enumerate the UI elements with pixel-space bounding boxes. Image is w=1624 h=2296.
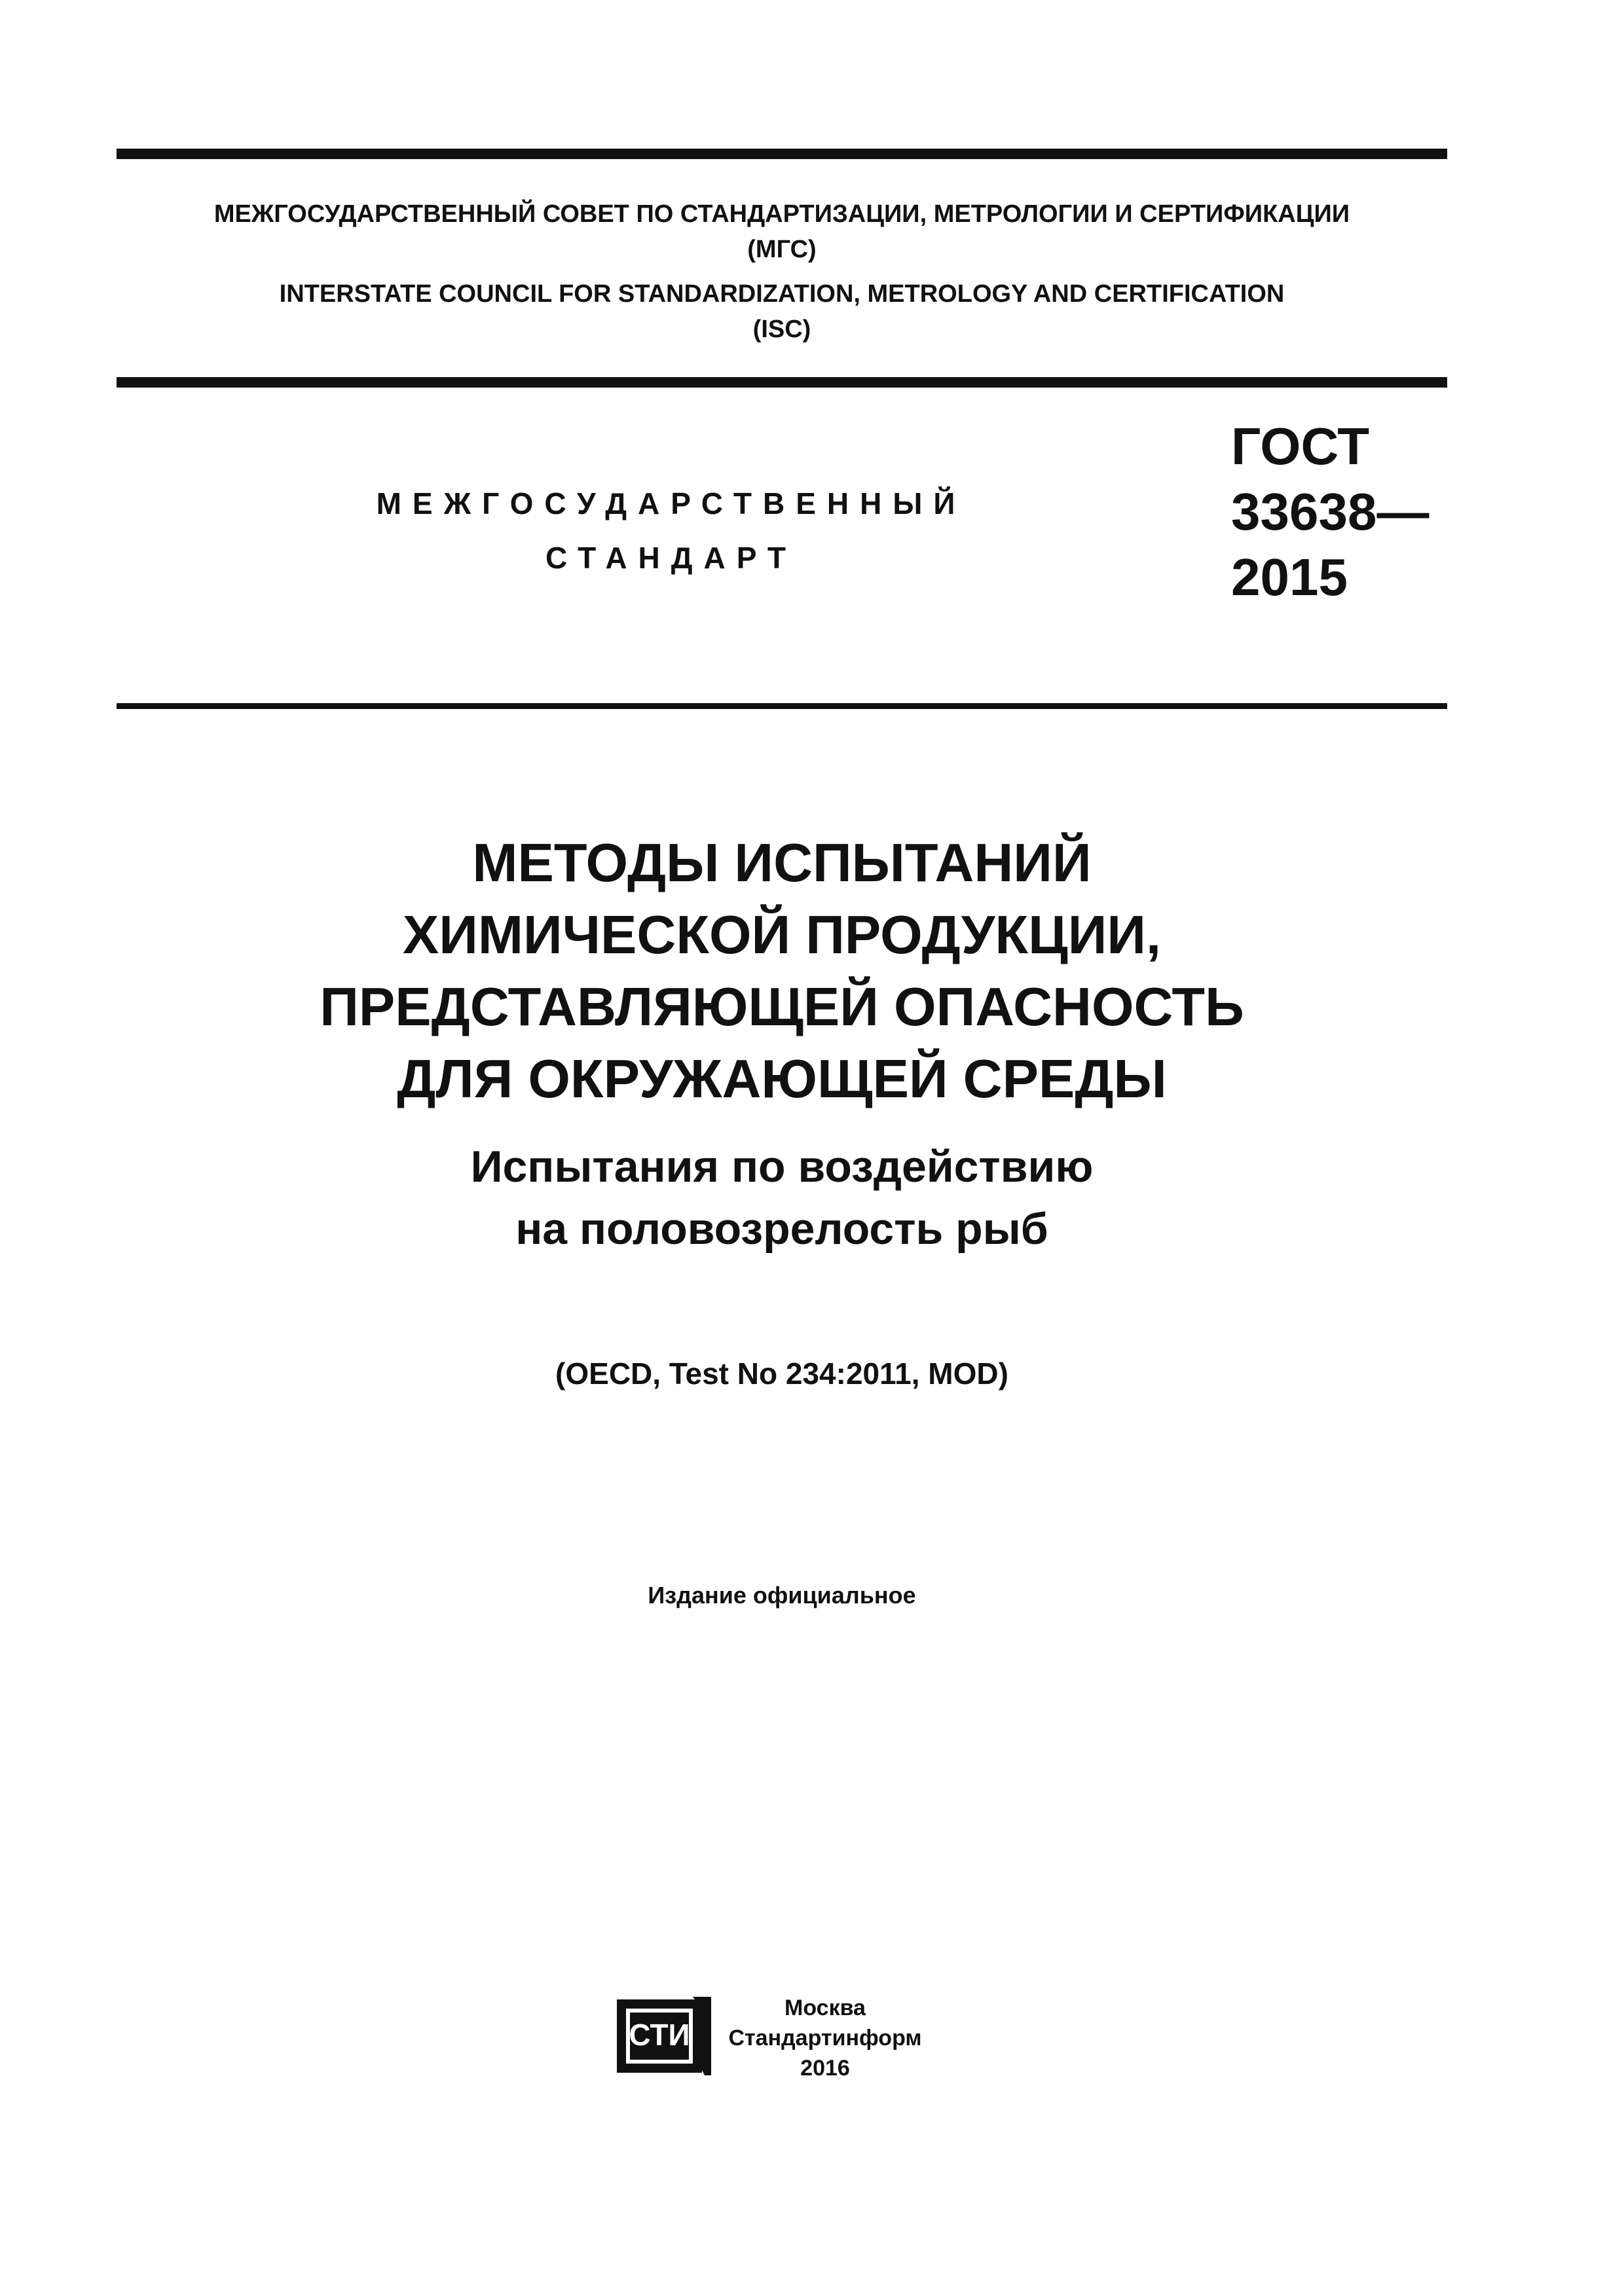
gost-designation xyxy=(1231,414,1429,610)
official-edition-note: Издание официальное xyxy=(648,1582,916,1609)
publisher-info xyxy=(727,1993,923,2083)
council-name-en: INTERSTATE COUNCIL FOR STANDARDIZATION, METROLOGY AND CERTIFICATION xyxy=(279,280,1285,308)
title-line-1: МЕТОДЫ ИСПЫТАНИЙ xyxy=(472,832,1092,893)
council-name-ru: МЕЖГОСУДАРСТВЕННЫЙ СОВЕТ ПО СТАНДАРТИЗАЦИИ, МЕТРОЛОГИИ И СЕРТИФИКАЦИИ xyxy=(213,200,1350,228)
council-abbr-ru: (МГС) xyxy=(747,236,817,263)
bottom-rule xyxy=(117,703,1447,709)
top-rule xyxy=(117,149,1447,159)
gost-number: 33638— xyxy=(1231,483,1430,541)
publication-year: 2016 xyxy=(800,2056,850,2081)
publisher-city: Москва xyxy=(784,1995,866,2020)
oecd-reference: (OECD, Test No 234:2011, MOD) xyxy=(555,1357,1008,1391)
title-line-3: ПРЕДСТАВЛЯЮЩЕЙ ОПАСНОСТЬ xyxy=(320,976,1244,1037)
standard-type xyxy=(327,477,1015,585)
standard-type-line1: МЕЖГОСУДАРСТВЕННЫЙ xyxy=(376,486,967,520)
title-line-2: ХИМИЧЕСКОЙ ПРОДУКЦИИ, xyxy=(402,904,1162,965)
standartinform-logo-icon xyxy=(614,1995,712,2077)
document-subtitle xyxy=(117,1136,1447,1260)
gost-label: ГОСТ xyxy=(1231,417,1370,475)
publisher-name: Стандартинформ xyxy=(728,2026,922,2050)
logo-text: СТИ xyxy=(629,2018,690,2052)
middle-rule xyxy=(117,377,1447,388)
council-abbr-en: (ISC) xyxy=(752,316,811,343)
document-title xyxy=(117,827,1447,1115)
title-line-4: ДЛЯ ОКРУЖАЮЩЕЙ СРЕДЫ xyxy=(397,1048,1167,1109)
subtitle-line-1: Испытания по воздействию xyxy=(470,1142,1094,1192)
gost-year: 2015 xyxy=(1231,548,1348,606)
council-header xyxy=(117,196,1447,347)
subtitle-line-2: на половозрелость рыб xyxy=(515,1204,1048,1254)
standard-type-line2: СТАНДАРТ xyxy=(545,541,797,575)
